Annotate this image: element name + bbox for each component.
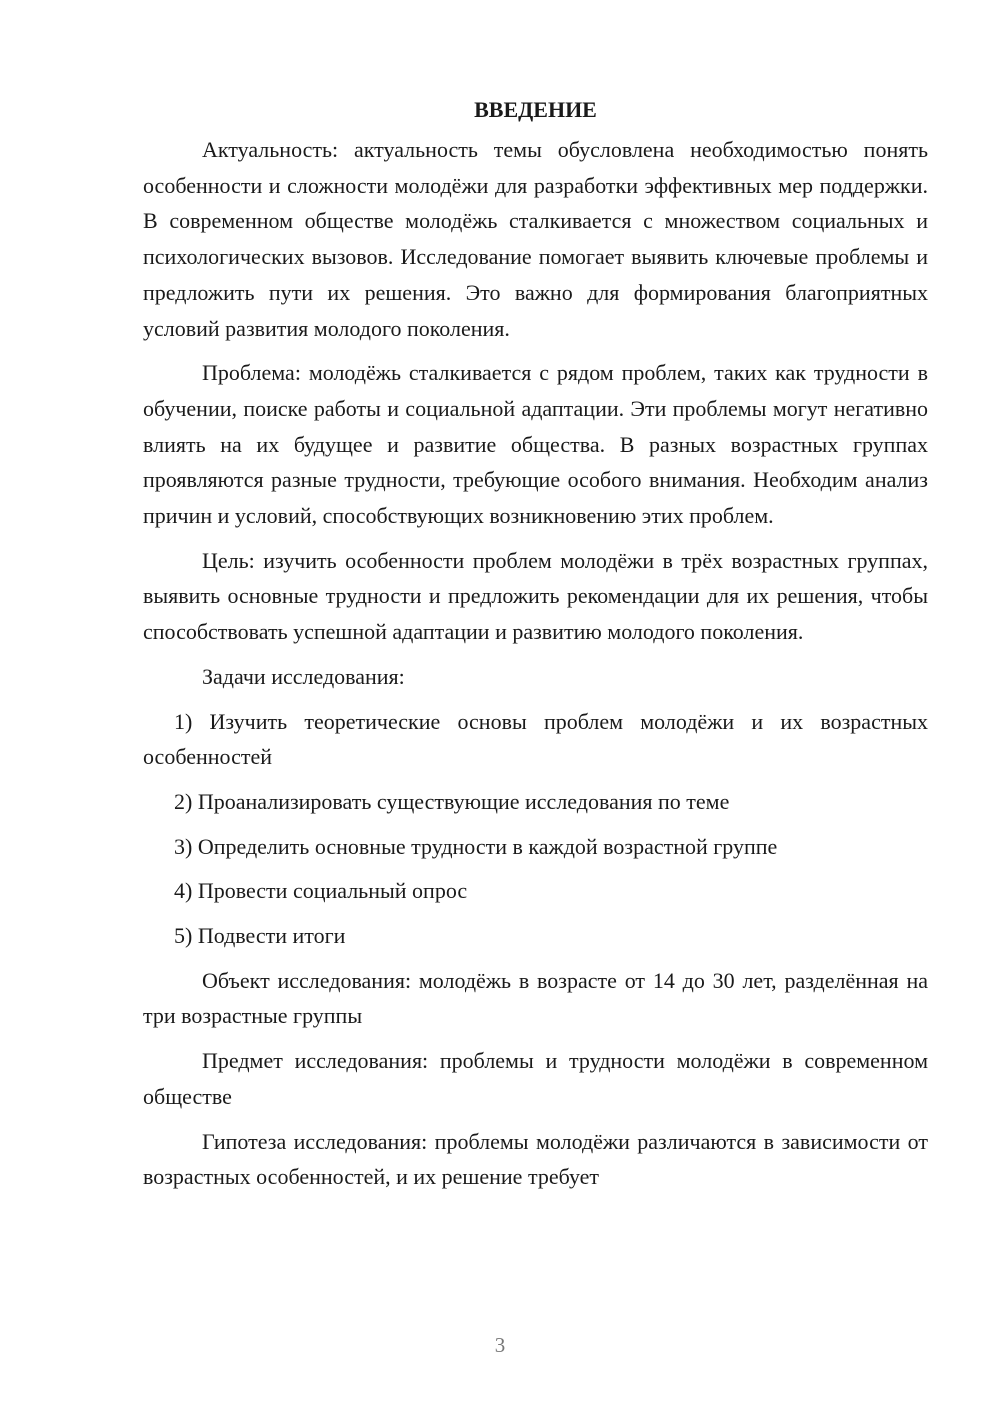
relevance-paragraph: Актуальность: актуальность темы обусловлена необходимостью понять особенности и сложности молодёжи для разработки эффективных мер поддержки. В современном обществе молодёжь сталкивается с множеством социальных и психологических вызовов. Исследование помогает выявить ключевые проблемы и предложить пути их решения. Это важно для формирования благоприятных условий развития молодого поколения. bbox=[143, 137, 928, 341]
problem-paragraph: Проблема: молодёжь сталкивается с рядом проблем, таких как трудности в обучении, поиске работы и социальной адаптации. Эти проблемы могут негативно влиять на их будущее и развитие общества. В разных возрастных группах проявляются разные трудности, требующие особого внимания. Необходим анализ причин и условий, способствующих возникновению этих проблем. bbox=[143, 360, 928, 529]
task-item-5: 5) Подвести итоги bbox=[174, 923, 346, 949]
task-item-2: 2) Проанализировать существующие исследования по теме bbox=[174, 788, 730, 814]
task-item-4: 4) Провести социальный опрос bbox=[174, 878, 468, 904]
section-title: ВВЕДЕНИЕ bbox=[474, 97, 597, 122]
goal-paragraph: Цель: изучить особенности проблем молодёжи в трёх возрастных группах, выявить основные трудности и предложить рекомендации для их решения, чтобы способствовать успешной адаптации и развитию молодого поколения. bbox=[143, 547, 928, 645]
object-paragraph: Объект исследования: молодёжь в возрасте от 14 до 30 лет, разделённая на три возрастные группы bbox=[143, 967, 928, 1029]
hypothesis-paragraph: Гипотеза исследования: проблемы молодёжи различаются в зависимости от возрастных особенностей, и их решение требует bbox=[143, 1128, 928, 1190]
tasks-heading: Задачи исследования: bbox=[202, 663, 405, 689]
document-page bbox=[143, 92, 928, 1204]
task-item-1: 1) Изучить теоретические основы проблем молодёжи и их возрастных особенностей bbox=[143, 708, 928, 770]
page-number: 3 bbox=[494, 1333, 506, 1357]
subject-paragraph: Предмет исследования: проблемы и трудности молодёжи в современном обществе bbox=[143, 1048, 928, 1109]
task-item-3: 3) Определить основные трудности в каждой возрастной группе bbox=[174, 833, 778, 859]
